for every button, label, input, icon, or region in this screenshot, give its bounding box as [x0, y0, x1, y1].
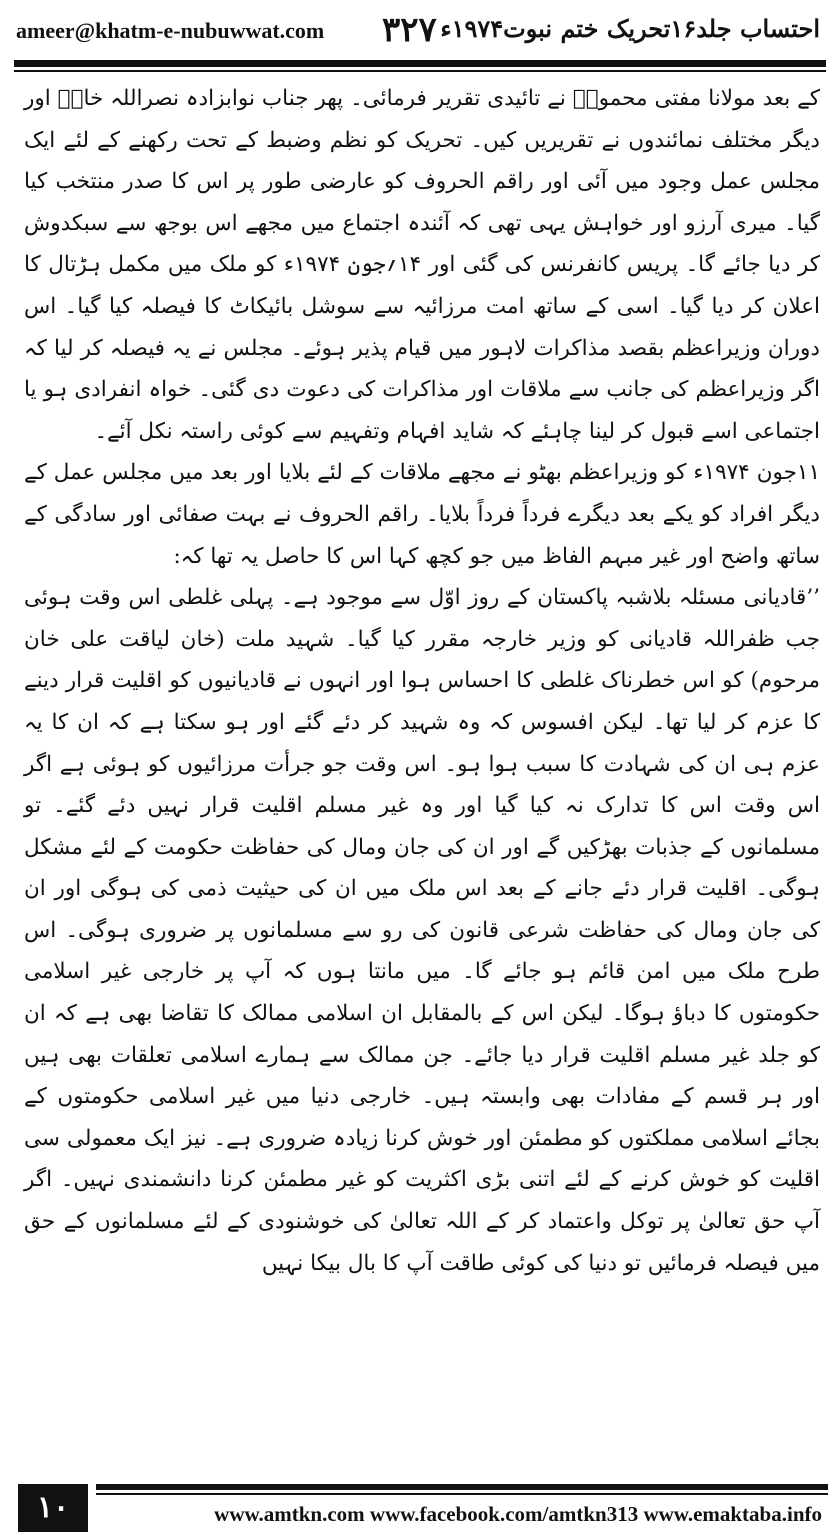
footer-rule-thick	[96, 1484, 828, 1490]
header-rule-thin	[14, 70, 826, 72]
header-rule-thick	[14, 60, 826, 67]
footer-rule-thin	[96, 1493, 828, 1495]
paragraph-3-quote: ’’قادیانی مسئلہ بلاشبہ پاکستان کے روز اوّل سے موجود ہے۔ پہلی غلطی اس وقت ہوئی جب ظفراللہ قادیانی کو وزیر خارجہ مقرر کیا گیا۔ شہید ملت (خان لیاقت علی خان مرحوم) کو اس خطرناک غلطی کا احساس ہوا اور انہوں نے قادیانیوں کو اقلیت قرار دینے کا عزم کر لیا تھا۔ لیکن افسوس کہ وہ شہید کر دئے گئے اور ہو سکتا ہے کہ ان کا یہ عزم ہی ان کی شہادت کا سبب ہوا ہو۔ اس وقت جو جرأت مرزائیوں کو ہوئی ہے اگر اس وقت اس کا تدارک نہ کیا گیا اور وہ غیر مسلم اقلیت قرار نہیں دئے گئے۔ تو مسلمانوں کے جذبات بھڑکیں گے اور ان کی جان ومال کی حفاظت حکومت کے لئے مشکل ہوگی۔ اقلیت قرار دئے جانے کے بعد اس ملک میں ان کی حیثیت ذمی کی ہوگی اور ان کی جان ومال کی حفاظت شرعی قانون کی رو سے مسلمانوں پر ضروری ہوگی۔ اس طرح ملک میں امن قائم ہو جائے گا۔ میں مانتا ہوں کہ آپ پر خارجی غیر اسلامی حکومتوں کا دباؤ ہوگا۔ لیکن اس کے بالمقابل ان اسلامی ممالک کا تقاضا بھی ہے کہ ان کو جلد غیر مسلم اقلیت قرار دیا جائے۔ جن ممالک سے ہمارے اسلامی تعلقات بھی ہیں اور ہر قسم کے مفادات بھی وابستہ ہیں۔ خارجی دنیا میں غیر اسلامی حکومتوں کے بجائے اسلامی مملکتوں کو مطمئن اور خوش کرنا زیادہ ضروری ہے۔ نیز ایک معمولی سی اقلیت کو خوش کرنے کے لئے اتنی بڑی اکثریت کو غیر مطمئن کرنا دانشمندی نہیں۔ اگر آپ حق تعالیٰ پر توکل واعتماد کر کے اللہ تعالیٰ کی خوشنودی کے لئے مسلمانوں کے حق میں فیصلہ فرمائیں تو دنیا کی کوئی طاقت آپ کا بال بیکا نہیں	[24, 585, 820, 1276]
page-footer	[0, 1478, 840, 1540]
paragraph-1: کے بعد مولانا مفتی محمودؒ نے تائیدی تقریر فرمائی۔ پھر جناب نوابزادہ نصراللہ خانؒ اور دیگر مختلف نمائندوں نے تقریریں کیں۔ تحریک کو نظم وضبط کے تحت رکھنے کے لئے ایک مجلس عمل وجود میں آئی اور راقم الحروف کو عارضی طور پر اس کا صدر منتخب کیا گیا۔ میری آرزو اور خواہش یہی تھی کہ آئندہ اجتماع میں مجھے اس بوجھ سے سبکدوش کر دیا جائے گا۔ پریس کانفرنس کی گئی اور ۱۴؍جون ۱۹۷۴ء کو ملک میں مکمل ہڑتال کا اعلان کر دیا گیا۔ اسی کے ساتھ امت مرزائیہ سے سوشل بائیکاٹ کا فیصلہ کیا گیا۔ اس دوران وزیراعظم بقصد مذاکرات لاہور میں قیام پذیر ہوئے۔ مجلس نے یہ فیصلہ کر لیا کہ اگر وزیراعظم کی جانب سے ملاقات اور مذاکرات کی دعوت دی گئی۔ خواہ انفرادی ہو یا اجتماعی اسے قبول کر لینا چاہئے کہ شاید افہام وتفہیم سے کوئی راستہ نکل آئے۔	[24, 86, 820, 444]
header-page-number: ۳۲۷	[382, 10, 437, 50]
page-header	[0, 0, 840, 62]
body-text	[24, 78, 820, 1284]
header-email[interactable]: ameer@khatm-e-nubuwwat.com	[16, 18, 325, 43]
header-book-title: احتساب جلد۱۶تحریک ختم نبوت۱۹۷۴ء	[440, 14, 820, 43]
footer-page-number: ۱۰	[18, 1484, 88, 1532]
footer-links[interactable]: www.amtkn.com www.facebook.com/amtkn313 www.emaktaba.info	[214, 1502, 822, 1526]
paragraph-2: ۱۱جون ۱۹۷۴ء کو وزیراعظم بھٹو نے مجھے ملاقات کے لئے بلایا اور بعد میں مجلس عمل کے دیگر افراد کو یکے بعد دیگرے فرداً فرداً بلایا۔ راقم الحروف نے بہت صفائی اور سادگی کے ساتھ واضح اور غیر مبہم الفاظ میں جو کچھ کہا اس کا حاصل یہ تھا کہ:	[24, 460, 820, 569]
